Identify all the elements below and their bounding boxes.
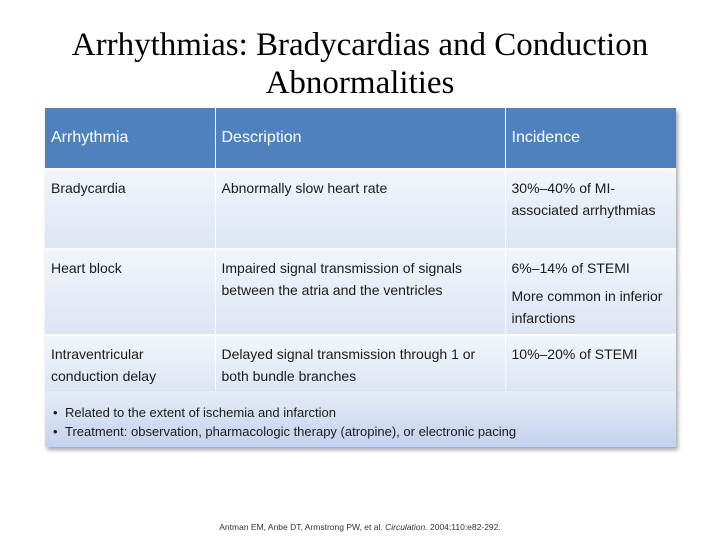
table-row (45, 335, 676, 392)
citation-ref: 2004;110:e82-292. (430, 522, 501, 532)
notes-list (53, 403, 670, 441)
cell-incidence (505, 169, 676, 249)
header-incidence: Incidence (505, 108, 676, 169)
cell-description: Abnormally slow heart rate (215, 169, 505, 249)
slide-title: Arrhythmias: Bradycardias and Conduction Abnormalities (71, 27, 649, 101)
incidence-line: 10%–20% of STEMI (511, 346, 638, 362)
header-description: Description (215, 108, 505, 169)
cell-description: Impaired signal transmission of signals between the atria and the ventricles (215, 249, 505, 335)
citation-authors: Antman EM, Anbe DT, Armstrong PW, et al. (219, 522, 383, 532)
note-item: • Treatment: observation, pharmacologic therapy (atropine), or electronic pacing (53, 422, 670, 441)
cell-arrhythmia: Bradycardia (45, 169, 215, 249)
notes-box (45, 391, 676, 447)
citation (0, 522, 720, 532)
cell-arrhythmia: Intraventricular conduction delay (45, 335, 215, 392)
cell-incidence (505, 249, 676, 335)
incidence-line: 30%–40% of MI-associated arrhythmias (511, 180, 656, 218)
cell-arrhythmia: Heart block (45, 249, 215, 335)
citation-journal: Circulation. (385, 522, 428, 532)
header-arrhythmia: Arrhythmia (45, 108, 215, 169)
incidence-line: 6%–14% of STEMI (511, 260, 630, 276)
table-row (45, 169, 676, 249)
arrhythmia-table (45, 108, 676, 392)
table-row (45, 249, 676, 335)
note-item: • Related to the extent of ischemia and infarction (53, 403, 670, 422)
cell-description: Delayed signal transmission through 1 or both bundle branches (215, 335, 505, 392)
table-header-row (45, 108, 676, 169)
incidence-line: More common in inferior infarctions (511, 288, 663, 326)
cell-incidence (505, 335, 676, 392)
